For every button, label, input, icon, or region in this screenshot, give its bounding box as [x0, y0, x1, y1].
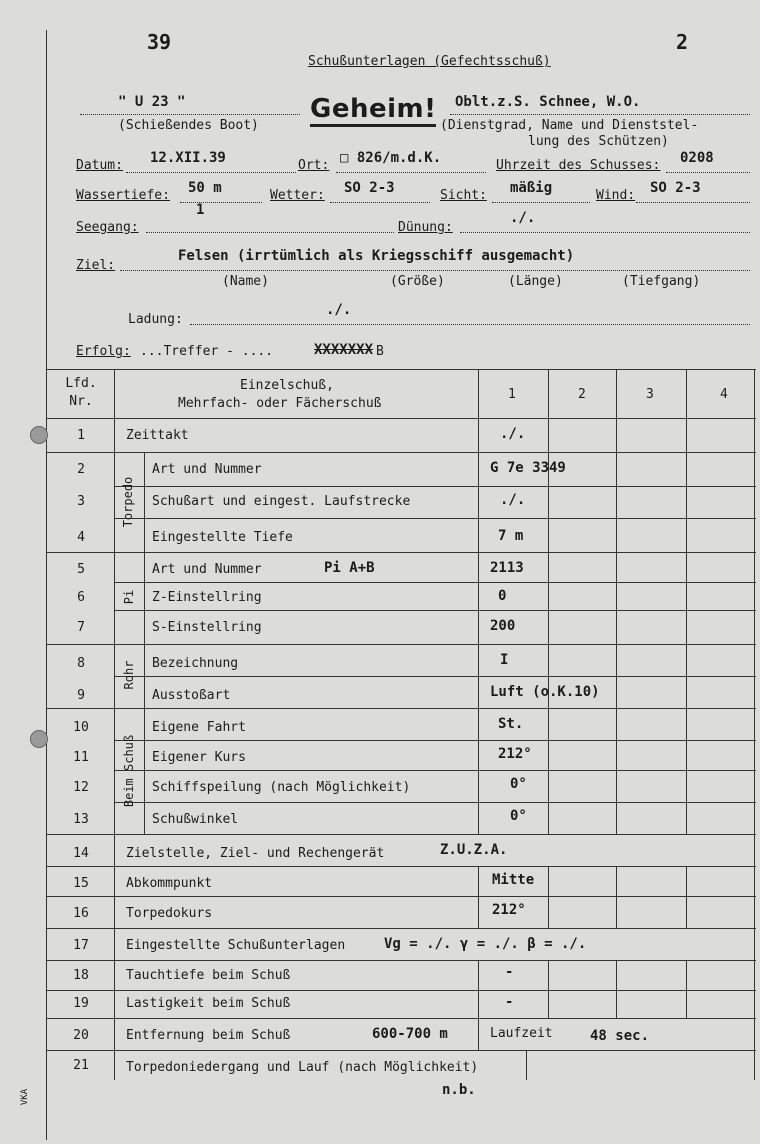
row-7-nr: 7 — [77, 620, 85, 635]
secret-stamp: Geheim! — [310, 94, 436, 127]
row-21-nr: 21 — [73, 1058, 89, 1073]
row-5-nr: 5 — [77, 562, 85, 577]
row-12-label: Schiffspeilung (nach Möglichkeit) — [152, 780, 411, 795]
row-13-label: Schußwinkel — [152, 812, 239, 827]
wind-value: SO 2-3 — [650, 180, 701, 196]
row-8-nr: 8 — [77, 656, 85, 671]
seegang-label: Seegang: — [76, 220, 139, 235]
row-7-value: 200 — [490, 618, 516, 634]
row-19-value: - — [505, 994, 514, 1010]
row-3-value: ./. — [500, 492, 526, 508]
row-4-nr: 4 — [77, 530, 85, 545]
row-14-extra: Z.U.Z.A. — [440, 842, 508, 858]
erfolg-tail: B — [376, 344, 384, 359]
erfolg-value: ...Treffer - .... — [140, 344, 274, 359]
row-12-nr: 12 — [73, 780, 89, 795]
wetter-label: Wetter: — [270, 188, 325, 203]
column-4-header: 4 — [720, 387, 728, 402]
duenung-value: ./. — [510, 210, 536, 226]
boat-caption: (Schießendes Boot) — [118, 118, 259, 133]
row-7-label: S-Einstellring — [152, 620, 262, 635]
row-6-nr: 6 — [77, 590, 85, 605]
row-21-label: Torpedoniedergang und Lauf (nach Möglichkeit) — [126, 1060, 479, 1075]
ort-label: Ort: — [298, 158, 330, 173]
erfolg-struck: XXXXXXX — [314, 342, 374, 358]
column-2-header: 2 — [578, 387, 586, 402]
wetter-value: SO 2-3 — [344, 180, 395, 196]
group-rohr: Rohr — [122, 660, 136, 690]
row-10-label: Eigene Fahrt — [152, 720, 246, 735]
row-8-value: I — [500, 652, 509, 668]
row-10-value: St. — [498, 716, 524, 732]
row-3-nr: 3 — [77, 494, 85, 509]
row-11-nr: 11 — [73, 750, 89, 765]
document-title: Schußunterlagen (Gefechtsschuß) — [308, 54, 551, 69]
row-10-nr: 10 — [73, 720, 89, 735]
column-3-header: 3 — [646, 387, 654, 402]
row-20-extra: 600-700 m — [372, 1026, 448, 1042]
row-12-value: 0° — [510, 776, 527, 792]
row-15-value: Mitte — [492, 872, 535, 888]
ort-value: □ 826/m.d.K. — [340, 150, 442, 166]
row-17-nr: 17 — [73, 938, 89, 953]
group-beim-schuss: Beim Schuß — [122, 734, 136, 808]
erfolg-label: Erfolg: — [76, 344, 131, 359]
row-15-nr: 15 — [73, 876, 89, 891]
punch-hole-top — [30, 426, 48, 444]
head-lfd-2: Nr. — [69, 394, 93, 409]
sicht-label: Sicht: — [440, 188, 487, 203]
row-4-label: Eingestellte Tiefe — [152, 530, 293, 545]
ziel-caption-laenge: (Länge) — [508, 274, 563, 289]
sicht-value: mäßig — [510, 180, 553, 196]
row-14-label: Zielstelle, Ziel- und Rechengerät — [126, 846, 385, 861]
ziel-label: Ziel: — [76, 258, 116, 273]
datum-value: 12.XII.39 — [150, 150, 226, 166]
head-type-1: Einzelschuß, — [240, 378, 334, 393]
row-9-nr: 9 — [77, 688, 85, 703]
uhrzeit-label: Uhrzeit des Schusses: — [496, 158, 661, 173]
row-1-value: ./. — [500, 426, 526, 442]
row-1-label: Zeittakt — [126, 428, 189, 443]
datum-label: Datum: — [76, 158, 123, 173]
ladung-value: ./. — [326, 302, 352, 318]
row-19-nr: 19 — [73, 996, 89, 1011]
ziel-caption-groesse: (Größe) — [390, 274, 445, 289]
row-6-label: Z-Einstellring — [152, 590, 262, 605]
head-lfd-1: Lfd. — [65, 376, 97, 391]
row-18-nr: 18 — [73, 968, 89, 983]
row-20-value2: 48 sec. — [590, 1028, 650, 1044]
uhrzeit-value: 0208 — [680, 150, 714, 166]
row-20-nr: 20 — [73, 1028, 89, 1043]
row-15-label: Abkommpunkt — [126, 876, 213, 891]
shooter-caption-1: (Dienstgrad, Name und Dienststel- — [440, 118, 699, 133]
punch-hole-bottom — [30, 730, 48, 748]
head-type-2: Mehrfach- oder Fächerschuß — [178, 396, 382, 411]
boat-value: " U 23 " — [118, 94, 186, 110]
row-5-extra: Pi A+B — [324, 560, 375, 576]
row-13-nr: 13 — [73, 812, 89, 827]
row-13-value: 0° — [510, 808, 527, 824]
wassertiefe-label: Wassertiefe: — [76, 188, 170, 203]
row-20-label: Entfernung beim Schuß — [126, 1028, 291, 1043]
page-number-left: 39 — [147, 30, 172, 54]
row-11-value: 212° — [498, 746, 532, 762]
row-4-value: 7 m — [498, 528, 524, 544]
row-6-value: 0 — [498, 588, 507, 604]
row-16-label: Torpedokurs — [126, 906, 213, 921]
row-11-label: Eigener Kurs — [152, 750, 246, 765]
group-torpedo: Torpedo — [121, 476, 135, 528]
ladung-label: Ladung: — [128, 312, 183, 327]
row-2-value: G 7e 3349 — [490, 460, 566, 476]
ziel-value: Felsen (irrtümlich als Kriegsschiff ausgemacht) — [178, 248, 575, 264]
row-2-label: Art und Nummer — [152, 462, 262, 477]
row-21-extra: n.b. — [442, 1082, 476, 1098]
duenung-label: Dünung: — [398, 220, 453, 235]
row-17-extra: Vg = ./. γ = ./. β = ./. — [384, 936, 587, 952]
shooter-value: Oblt.z.S. Schnee, W.O. — [455, 94, 641, 110]
row-3-label: Schußart und eingest. Laufstrecke — [152, 494, 411, 509]
margin-line — [46, 30, 47, 1140]
row-5-value: 2113 — [490, 560, 524, 576]
group-pi: Pi — [122, 589, 136, 605]
row-8-label: Bezeichnung — [152, 656, 239, 671]
row-19-label: Lastigkeit beim Schuß — [126, 996, 291, 1011]
margin-mark: VKA — [20, 1088, 30, 1106]
ziel-caption-tiefgang: (Tiefgang) — [622, 274, 701, 289]
row-2-nr: 2 — [77, 462, 85, 477]
row-18-value: - — [505, 964, 514, 980]
column-1-header: 1 — [508, 387, 516, 402]
wind-label: Wind: — [596, 188, 636, 203]
row-9-value: Luft (o.K.10) — [490, 684, 600, 700]
row-16-value: 212° — [492, 902, 526, 918]
row-17-label: Eingestellte Schußunterlagen — [126, 938, 346, 953]
row-14-nr: 14 — [73, 846, 89, 861]
seegang-value: 1 — [196, 202, 205, 218]
row-9-label: Ausstoßart — [152, 688, 231, 703]
row-1-nr: 1 — [77, 428, 85, 443]
shooter-caption-2: lung des Schützen) — [528, 134, 669, 149]
row-18-label: Tauchtiefe beim Schuß — [126, 968, 291, 983]
ziel-caption-name: (Name) — [222, 274, 269, 289]
row-20-value: Laufzeit — [490, 1026, 553, 1041]
page-number-right: 2 — [676, 30, 689, 54]
row-16-nr: 16 — [73, 906, 89, 921]
row-5-label: Art und Nummer — [152, 562, 262, 577]
wassertiefe-value: 50 m — [188, 180, 222, 196]
